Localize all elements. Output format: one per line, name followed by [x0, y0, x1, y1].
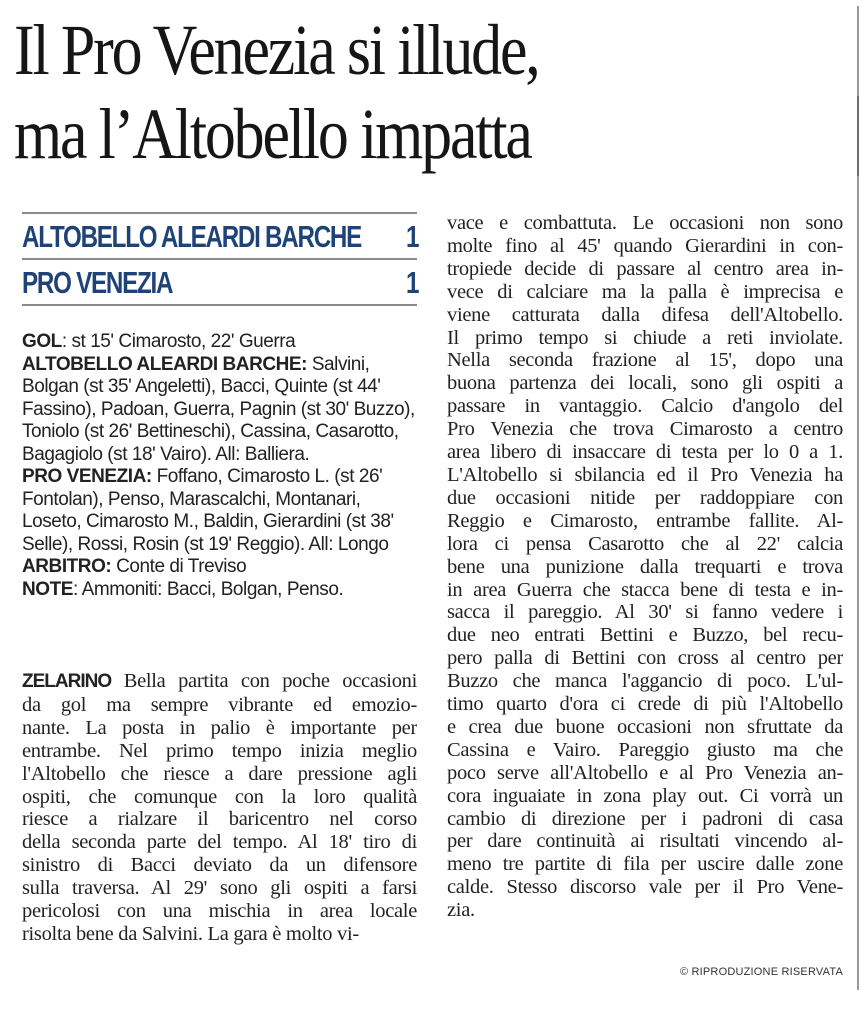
article-line: della seconda parte del tempo. Al 18' tiro di: [22, 831, 417, 854]
article-line: Buzzo che manca l'aggancio di poco. L'ul-: [447, 670, 843, 693]
article-column-left: [22, 670, 417, 946]
home-lineup: [22, 354, 417, 467]
article-line: riesce a rialzare il baricentro nel corso: [22, 808, 417, 831]
article-line: zia.: [447, 899, 475, 922]
article-line-text: Bella partita con poche occasioni: [111, 670, 417, 692]
article-line: da gol ma sempre vibrante ed emozio-: [22, 693, 417, 716]
dateline-kicker: ZELARINO: [22, 671, 112, 692]
article-line: Reggio e Cimarosto, entrambe fallite. Al-: [447, 509, 843, 532]
notes-line: [22, 579, 417, 602]
article-line: l'Altobello che riesce a dare pressione agli: [22, 762, 417, 785]
article-line: entrambe. Nel primo tempo inizia meglio: [22, 739, 417, 762]
headline: [14, 8, 719, 176]
article-line: vace e combattuta. Le occasioni non sono: [447, 212, 843, 234]
article-line: L'Altobello si sbilancia ed il Pro Venezia ha: [447, 463, 843, 486]
article-line: sinistro di Bacci deviato da un difensore: [22, 854, 417, 877]
article-line: cora inguaiate in zona play out. Ci vorrà un: [447, 784, 843, 807]
article-line: e crea due buone occasioni non sfruttate da: [447, 715, 843, 738]
notes-text: : Ammoniti: Bacci, Bolgan, Penso.: [72, 578, 344, 600]
home-team-score: 1: [406, 219, 419, 254]
away-team-score: 1: [406, 265, 419, 300]
article-line: calde. Stesso discorso vale per il Pro Vene-: [447, 876, 843, 899]
article-line: vece di calciare ma la palla è imprecisa e: [447, 280, 843, 303]
article-line: poco serve all'Altobello e al Pro Venezia an-: [447, 761, 843, 784]
article-line: Il primo tempo si chiude a reti inviolate.: [447, 326, 843, 349]
article-line: Nella seconda frazione al 15', dopo una: [447, 349, 843, 372]
away-team-name: PRO VENEZIA: [22, 265, 173, 300]
article-line: nante. La posta in palio è importante per: [22, 716, 417, 739]
article-line: due neo entrati Bettini e Buzzo, bel recu-: [447, 624, 843, 647]
goals-line: [22, 331, 417, 354]
away-lineup-label: PRO VENEZIA:: [22, 466, 152, 487]
away-lineup: [22, 466, 417, 556]
notes-label: NOTE: [22, 578, 73, 600]
home-lineup-label: ALTOBELLO ALEARDI BARCHE:: [22, 353, 307, 375]
column-divider-accent: [857, 96, 859, 176]
score-rule-bottom: [22, 304, 417, 306]
article-line: ospiti, che comunque con la loro qualità: [22, 785, 417, 808]
copyright-notice: © RIPRODUZIONE RISERVATA: [679, 966, 843, 978]
score-row-away: [22, 260, 417, 304]
article-line: risolta bene da Salvini. La gara è molto vi-: [22, 922, 359, 945]
score-row-home: [22, 214, 417, 258]
scoreboard: [22, 212, 417, 306]
article-line: buona partenza dei locali, sono gli ospiti a: [447, 372, 843, 395]
article-line: sulla traversa. Al 29' sono gli ospiti a farsi: [22, 877, 417, 900]
article-line: tropiede decide di passare al centro area in-: [447, 257, 843, 280]
referee-line: [22, 556, 417, 579]
article-line: Cassina e Vairo. Pareggio giusto ma che: [447, 738, 843, 761]
article-line: Pro Venezia che trova Cimarosto a centro: [447, 418, 843, 441]
article-line: [22, 670, 417, 694]
referee-label: ARBITRO:: [22, 556, 112, 577]
referee-text: Conte di Treviso: [111, 556, 247, 577]
goals-label: GOL: [22, 331, 62, 352]
home-team-name: ALTOBELLO ALEARDI BARCHE: [22, 219, 362, 254]
away-lineup-text: Foffano, Cimarosto L. (st 26' Fontolan), Penso, Marascalchi, Montanari, Loseto, Cimarosto M., Baldin, Gierardini (st 38' Selle), Rossi, Rosin (st 19' Reggio). All: Longo: [22, 466, 394, 555]
article-line: molte fino al 45' quando Gierardini in con-: [447, 234, 843, 257]
article-line: area libero di insaccare di testa per lo 0 a 1.: [447, 441, 843, 464]
home-lineup-text: Salvini, Bolgan (st 35' Angeletti), Bacci, Quinte (st 44' Fassino), Padoan, Guerra, Pagnin (st 30' Buzzo), Toniolo (st 26' Bettineschi), Cassina, Casarotto, Bagagiolo (st 18' Vairo). All: Balliera.: [22, 353, 415, 465]
article-line: per dare continuità ai risultati vincendo al-: [447, 830, 843, 853]
article-line: cambio di direzione per i padroni di casa: [447, 807, 843, 830]
article-line: pero palla di Bettini con cross al centro per: [447, 647, 843, 670]
article-line: timo quarto d'ora ci crede di più l'Altobello: [447, 693, 843, 716]
article-line: in area Guerra che stacca bene di testa e in-: [447, 578, 843, 601]
goals-text: : st 15' Cimarosto, 22' Guerra: [61, 331, 296, 352]
article-line: lora ci pensa Casarotto che al 22' calcia: [447, 532, 843, 555]
article-column-right: [447, 212, 843, 922]
article-line: bene una punizione dalla trequarti e trova: [447, 555, 843, 578]
article-line: passare in vantaggio. Calcio d'angolo del: [447, 395, 843, 418]
article-line: due occasioni nitide per raddoppiare con: [447, 486, 843, 509]
article-line: pericolosi con una mischia in area locale: [22, 900, 417, 923]
headline-line-1: Il Pro Venezia si illude,: [14, 10, 539, 90]
article-line: meno tre partite di fila per uscire dalle zone: [447, 853, 843, 876]
article-line: viene catturata dalla difesa dell'Altobello.: [447, 303, 843, 326]
headline-line-2: ma l’Altobello impatta: [14, 94, 531, 174]
article-line: sacca il pareggio. Al 30' si fanno vedere i: [447, 601, 843, 624]
match-report-box: [22, 331, 417, 601]
